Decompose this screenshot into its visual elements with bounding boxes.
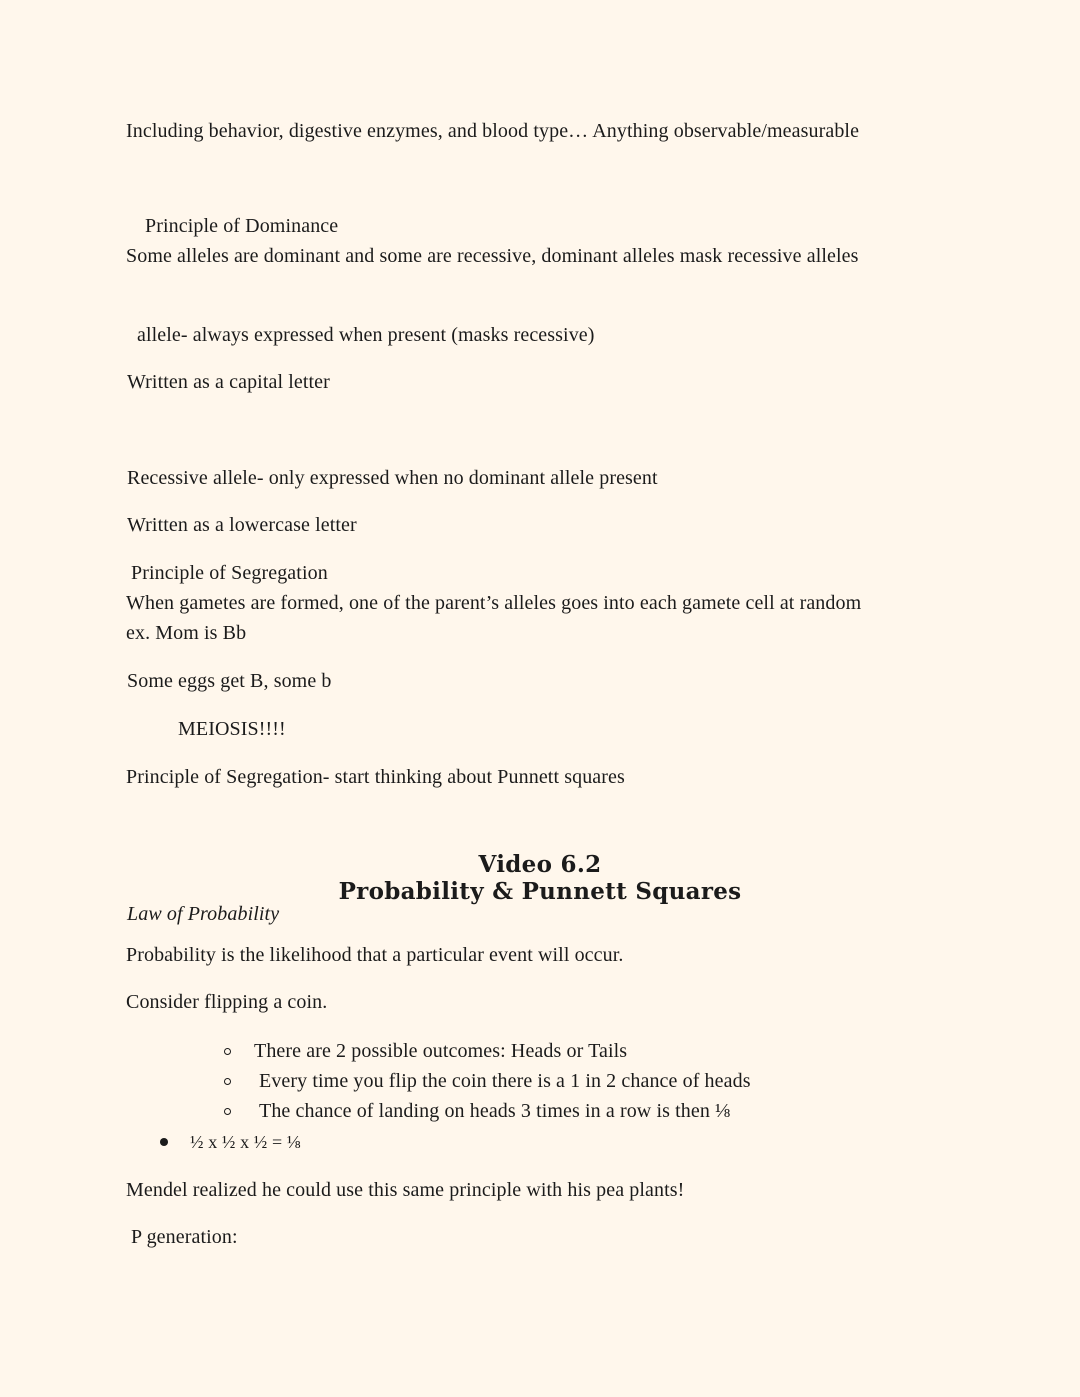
- recessive-allele-definition: Recessive allele- only expressed when no dominant allele present: [127, 467, 658, 489]
- sub-bullet-item: Every time you flip the coin there is a 1 in 2 chance of heads: [259, 1070, 751, 1092]
- dominance-definition: Some alleles are dominant and some are recessive, dominant alleles mask recessive alleles: [126, 245, 859, 267]
- sub-bullet-item: There are 2 possible outcomes: Heads or Tails: [254, 1040, 628, 1062]
- segregation-heading: Principle of Segregation: [131, 562, 328, 584]
- traits-note: Including behavior, digestive enzymes, and blood type… Anything observable/measurable: [126, 120, 860, 142]
- eggs-note: Some eggs get B, some b: [127, 670, 332, 692]
- dominant-written-note: Written as a capital letter: [127, 371, 330, 393]
- segregation-example: ex. Mom is Bb: [126, 622, 247, 644]
- coin-intro: Consider flipping a coin.: [126, 991, 328, 1013]
- segregation-definition: When gametes are formed, one of the parent’s alleles goes into each gamete cell at random: [126, 592, 862, 614]
- hollow-bullet-icon: [224, 1078, 231, 1085]
- section-title-topic: Probability & Punnett Squares: [338, 878, 742, 905]
- hollow-bullet-icon: [224, 1048, 231, 1055]
- segregation-punnett-note: Principle of Segregation- start thinking about Punnett squares: [126, 766, 625, 788]
- section-title-video: Video 6.2: [478, 851, 602, 878]
- probability-definition: Probability is the likelihood that a particular event will occur.: [126, 944, 624, 966]
- p-generation-label: P generation:: [131, 1226, 238, 1248]
- meiosis-note: MEIOSIS!!!!: [178, 718, 286, 740]
- sub-bullet-item: The chance of landing on heads 3 times in a row is then ⅛: [259, 1100, 731, 1122]
- dominance-heading: Principle of Dominance: [145, 215, 339, 237]
- hollow-bullet-icon: [224, 1108, 231, 1115]
- recessive-written-note: Written as a lowercase letter: [127, 514, 357, 536]
- solid-bullet-icon: [160, 1138, 168, 1146]
- mendel-note: Mendel realized he could use this same principle with his pea plants!: [126, 1179, 685, 1201]
- main-bullet-item: ½ x ½ x ½ = ⅛: [190, 1132, 301, 1152]
- probability-subheading: Law of Probability: [127, 903, 280, 925]
- dominant-allele-definition: allele- always expressed when present (masks recessive): [137, 324, 595, 346]
